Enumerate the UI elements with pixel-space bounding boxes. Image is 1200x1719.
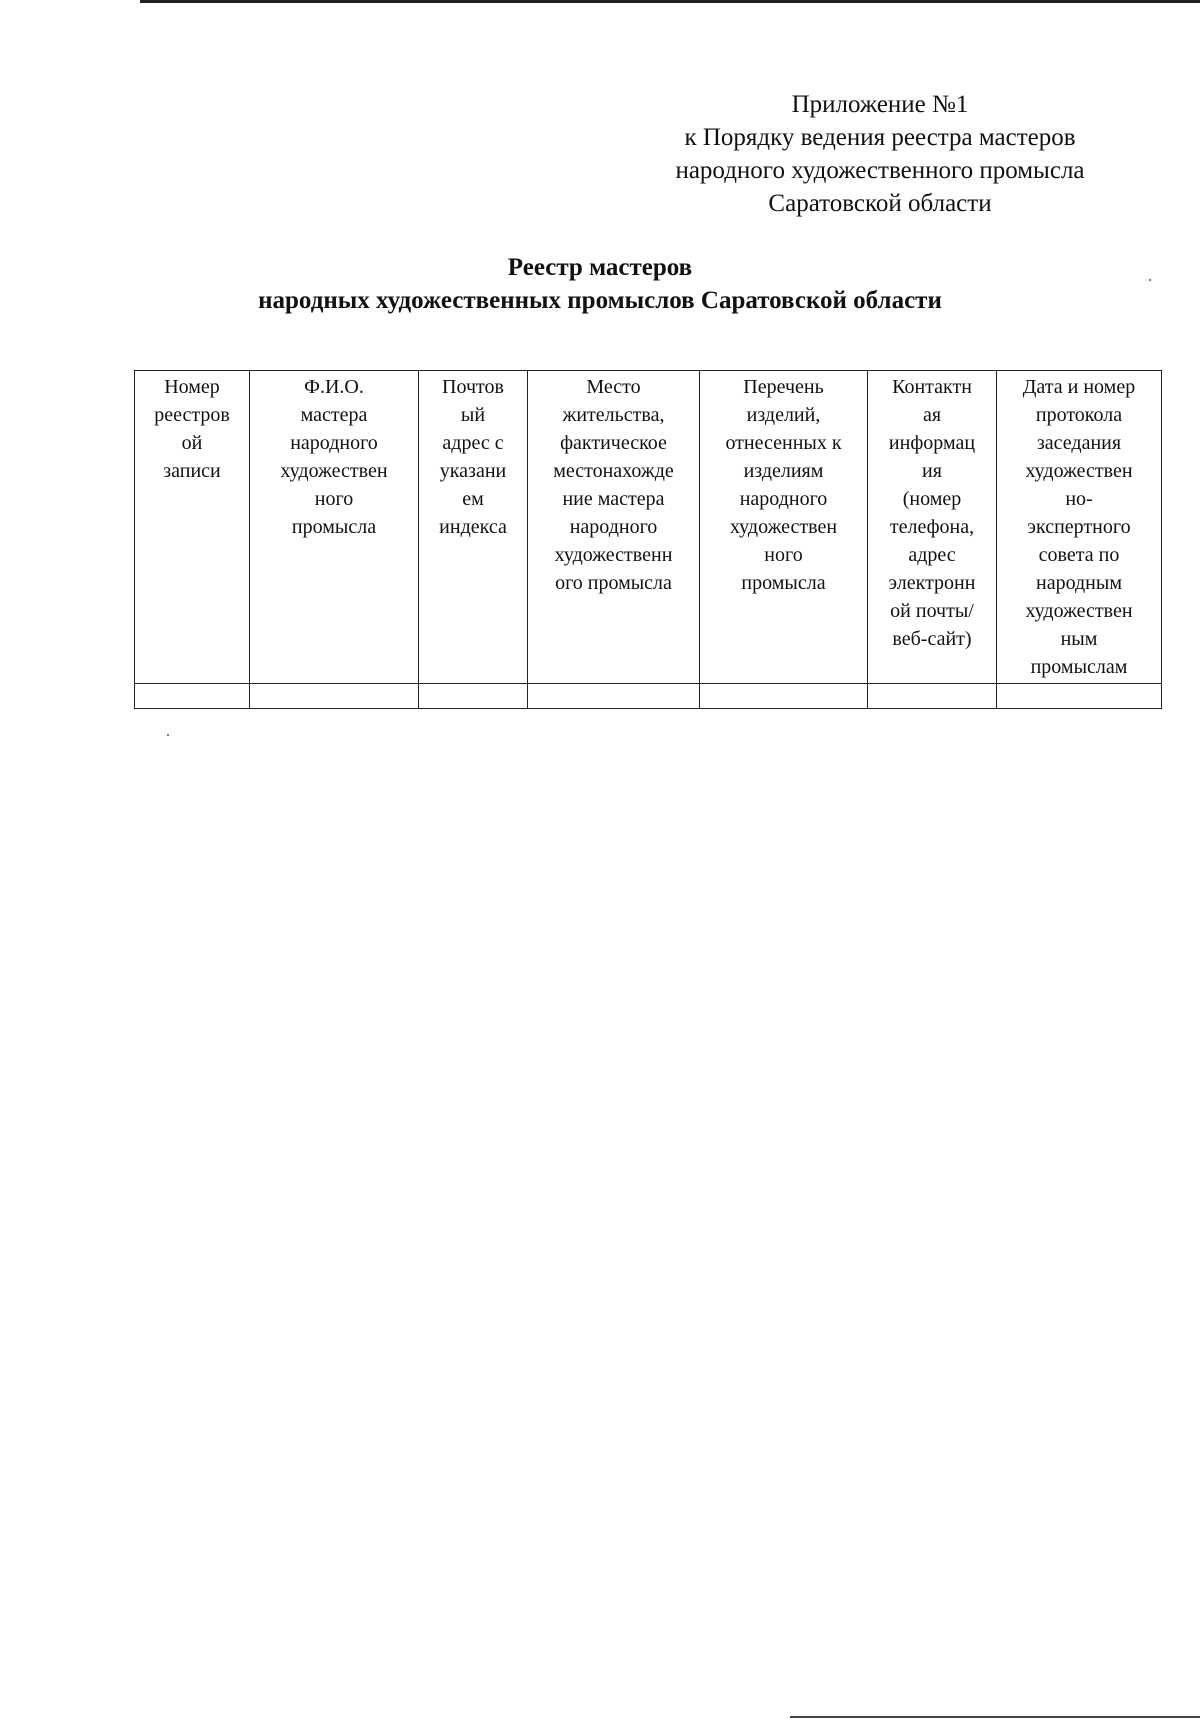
column-header-line: художественн — [554, 544, 673, 566]
column-header-line: Перечень — [743, 376, 824, 398]
table-cell — [135, 684, 250, 709]
column-header-line: электронн — [888, 572, 976, 594]
appendix-header — [600, 88, 1160, 220]
column-header-line: веб-сайт) — [892, 628, 972, 650]
column-header-line: ным — [1060, 628, 1098, 650]
table-row — [135, 684, 1162, 709]
column-header-line: (номер — [902, 488, 962, 510]
appendix-line: к Порядку ведения реестра мастеров — [684, 124, 1076, 151]
column-header-line: Почтов — [442, 376, 504, 398]
column-header-line: народным — [1036, 572, 1122, 594]
column-header-line: Место — [586, 376, 641, 398]
column-header — [135, 371, 250, 684]
column-header-line: индекса — [439, 516, 507, 538]
column-header-line: народного — [569, 516, 658, 538]
column-header-line: ем — [462, 488, 484, 510]
column-header-line: ого промысла — [555, 572, 672, 594]
column-header — [419, 371, 528, 684]
column-header-line: изделиям — [743, 460, 824, 482]
title-line: Реестр мастеров — [507, 254, 693, 281]
bottom-border-line — [790, 1716, 1200, 1718]
column-header-line: художествен — [280, 460, 388, 482]
table-header-row — [135, 371, 1162, 684]
column-header-line: экспертного — [1027, 516, 1131, 538]
column-header-line: адрес с — [442, 432, 504, 454]
column-header-line: Номер — [164, 376, 220, 398]
column-header-line: жительства, — [562, 404, 665, 426]
column-header-line: местонахожде — [553, 460, 674, 482]
top-border-line — [140, 0, 1200, 3]
column-header — [528, 371, 700, 684]
column-header-line: заседания — [1036, 432, 1122, 454]
registry-table — [134, 370, 1162, 709]
table-cell — [250, 684, 419, 709]
scan-speck — [167, 734, 169, 736]
column-header-line: художествен — [1025, 460, 1133, 482]
table-body — [135, 684, 1162, 709]
column-header-line: записи — [163, 460, 221, 482]
column-header-line: Ф.И.О. — [304, 376, 364, 398]
column-header-line: ой — [181, 432, 203, 454]
column-header-line: художествен — [1025, 600, 1133, 622]
table-cell — [700, 684, 868, 709]
column-header-line: ного — [764, 544, 803, 566]
column-header — [997, 371, 1162, 684]
column-header-line: протокола — [1035, 404, 1123, 426]
column-header-line: Контактн — [892, 376, 972, 398]
column-header-line: художествен — [729, 516, 838, 538]
column-header-line: народного — [290, 432, 378, 454]
column-header-line: реестров — [154, 404, 230, 426]
appendix-line: Саратовской области — [768, 190, 992, 217]
column-header-line: но- — [1065, 488, 1093, 510]
column-header-line: Дата и номер — [1022, 376, 1136, 398]
table-cell — [868, 684, 997, 709]
column-header-line: изделий, — [746, 404, 821, 426]
scan-speck — [1149, 279, 1151, 281]
column-header-line: ия — [922, 460, 942, 482]
column-header-line: ый — [460, 404, 486, 426]
column-header-line: промысла — [741, 572, 826, 594]
column-header-line: указани — [439, 460, 507, 482]
column-header-line: мастера — [300, 404, 368, 426]
table-cell — [528, 684, 700, 709]
column-header — [868, 371, 997, 684]
column-header-line: фактическое — [560, 432, 667, 454]
column-header — [250, 371, 419, 684]
column-header-line: народного — [739, 488, 828, 510]
column-header — [700, 371, 868, 684]
column-header-line: ние мастера — [562, 488, 665, 510]
appendix-line: народного художественного промысла — [675, 157, 1085, 184]
column-header-line: адрес — [908, 544, 956, 566]
column-header-line: ая — [922, 404, 942, 426]
table-cell — [419, 684, 528, 709]
column-header-line: ой почты/ — [890, 600, 974, 622]
column-header-line: промыслам — [1030, 656, 1128, 678]
column-header-line: промысла — [291, 516, 377, 538]
appendix-line: Приложение №1 — [791, 91, 969, 118]
document-title — [0, 251, 1200, 317]
column-header-line: ного — [314, 488, 354, 510]
column-header-line: информац — [888, 432, 976, 454]
column-header-line: отнесенных к — [725, 432, 842, 454]
column-header-line: совета по — [1038, 544, 1120, 566]
title-line: народных художественных промыслов Саратовской области — [258, 287, 942, 314]
column-header-line: телефона, — [889, 516, 975, 538]
table-cell — [997, 684, 1162, 709]
